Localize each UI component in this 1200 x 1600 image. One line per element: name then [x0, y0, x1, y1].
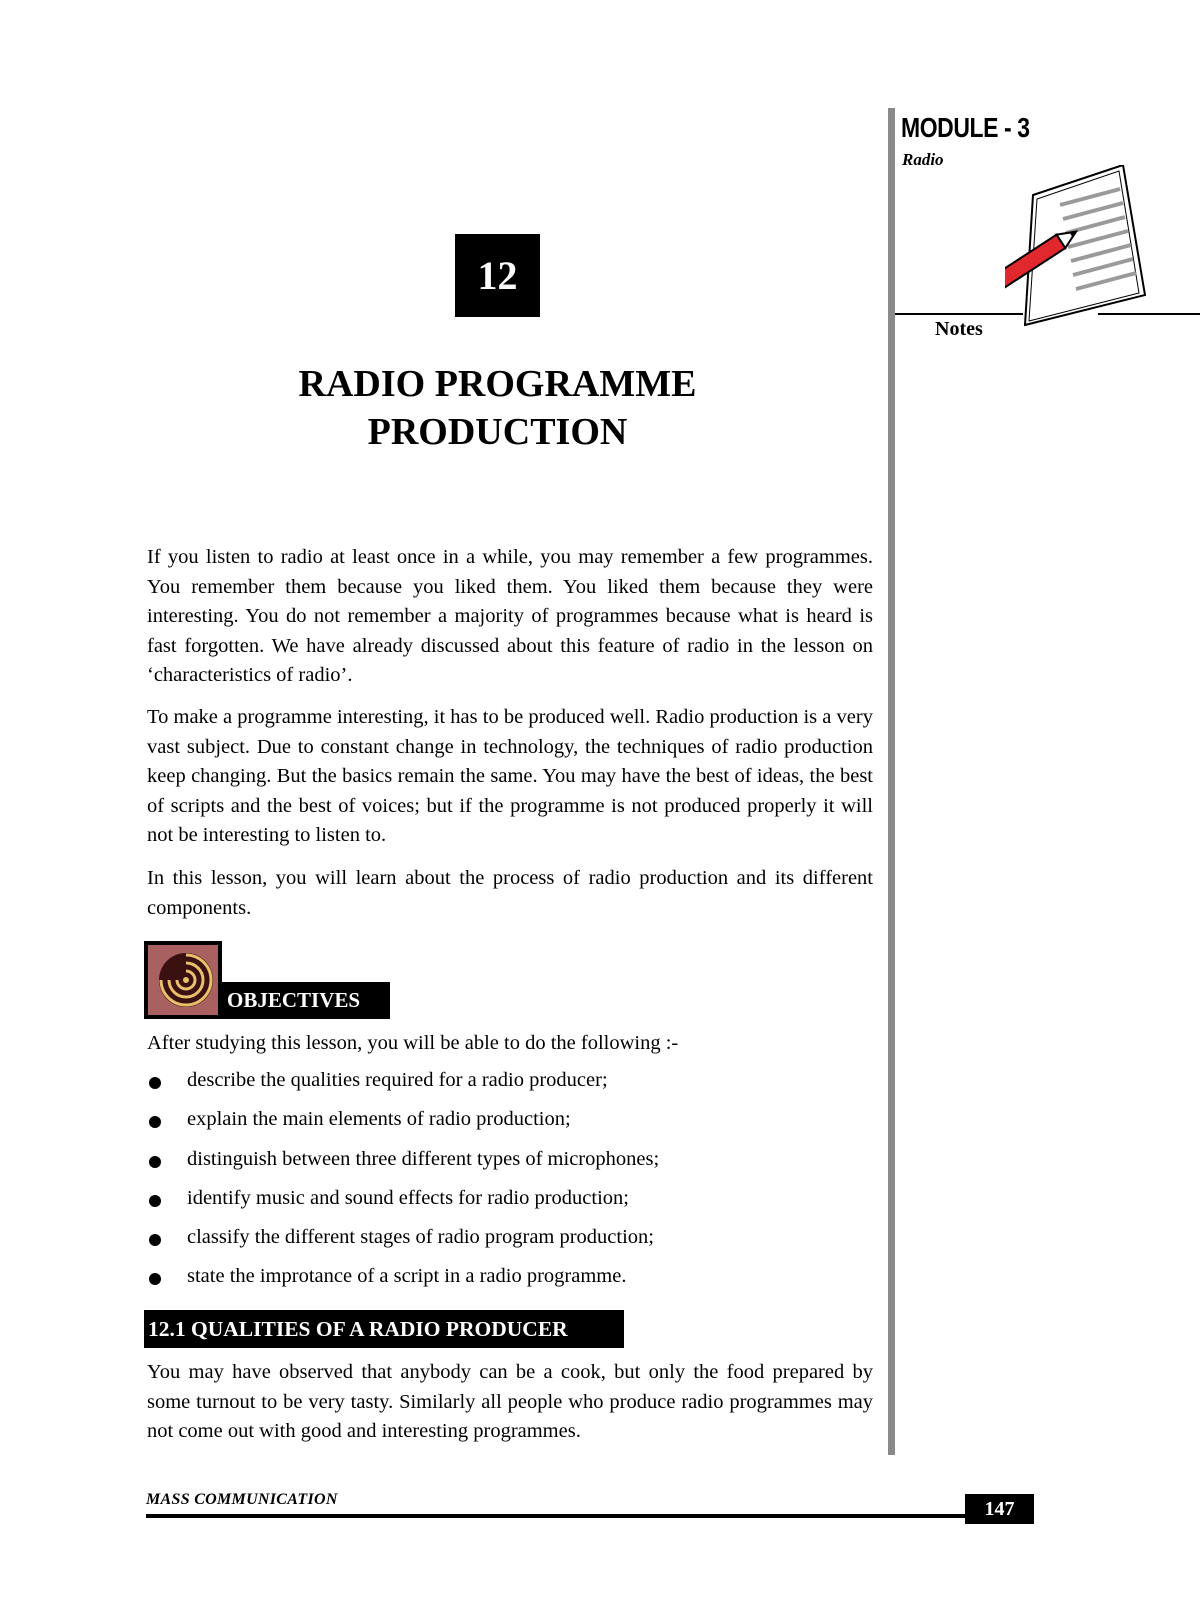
notes-label: Notes — [935, 318, 983, 340]
intro-paragraph-2: To make a programme interesting, it has to be produced well. Radio production is a very vast subject. Due to constant change in technology, the techniques of radio production keep changing. But the basics remain the same. You may have the best of ideas, the best of scripts and the best of voices; but if the programme is not produced properly it will not be interesting to listen to. — [147, 706, 873, 846]
list-item: explain the main elements of radio production; — [147, 1108, 659, 1147]
module-subject: Radio — [902, 150, 944, 169]
chapter-title-line1: RADIO PROGRAMME — [298, 363, 697, 405]
page-number: 147 — [965, 1494, 1034, 1524]
chapter-title — [150, 360, 845, 456]
list-item: distinguish between three different types of microphones; — [147, 1148, 659, 1187]
list-item: classify the different stages of radio program production; — [147, 1226, 659, 1265]
footer-rule — [146, 1514, 1034, 1518]
objectives-list — [147, 1069, 659, 1305]
module-title: MODULE - 3 — [901, 112, 1030, 143]
intro-paragraph-3: In this lesson, you will learn about the process of radio production and its different components. — [147, 867, 873, 919]
bullet-icon — [149, 1195, 161, 1207]
section-heading: 12.1 QUALITIES OF A RADIO PRODUCER — [144, 1310, 624, 1348]
objectives-intro: After studying this lesson, you will be able to do the following :- — [147, 1032, 679, 1054]
list-item: describe the qualities required for a radio producer; — [147, 1069, 659, 1108]
notes-divider — [895, 313, 1023, 315]
notes-divider-right — [1098, 313, 1200, 315]
notes-pencil-icon — [1005, 165, 1175, 335]
bullet-icon — [149, 1234, 161, 1246]
intro-paragraph-1: If you listen to radio at least once in a while, you may remember a few programmes. You remember them because you liked them. You liked them because they were interesting. You do not remember a majority of programmes because what is heard is fast forgotten. We have already discussed about this feature of radio in the lesson on ‘characteristics of radio’. — [147, 546, 873, 686]
bullet-icon — [149, 1077, 161, 1089]
sidebar-rule — [888, 108, 895, 1455]
section-paragraph: You may have observed that anybody can be a cook, but only the food prepared by some turnout to be very tasty. Similarly all people who produce radio programmes may not come out with good and interesting programmes. — [147, 1361, 873, 1442]
bullet-icon — [149, 1156, 161, 1168]
bullet-icon — [149, 1116, 161, 1128]
footer-book-title: MASS COMMUNICATION — [146, 1491, 338, 1508]
list-item: state the improtance of a script in a radio programme. — [147, 1265, 659, 1304]
list-item: identify music and sound effects for radio production; — [147, 1187, 659, 1226]
chapter-number: 12 — [455, 234, 540, 317]
objectives-target-icon — [144, 941, 222, 1019]
objectives-heading: OBJECTIVES — [222, 982, 390, 1019]
chapter-title-line2: PRODUCTION — [367, 411, 628, 453]
bullet-icon — [149, 1273, 161, 1285]
